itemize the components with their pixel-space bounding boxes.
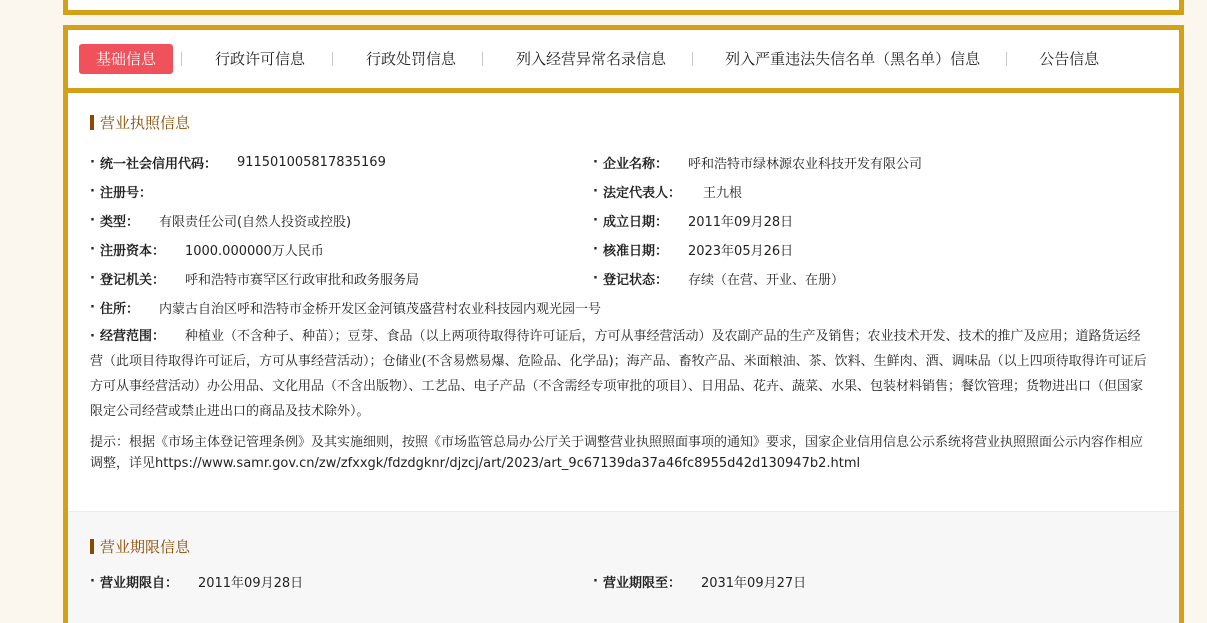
tab-separator (1006, 52, 1007, 66)
field-capital: · 注册资本： 1000.000000万人民币 (90, 242, 324, 259)
field-period-to: · 营业期限至： 2031年09月27日 (593, 574, 807, 591)
period-section (68, 511, 1179, 623)
field-legal-rep: · 法定代表人： 王九根 (593, 184, 742, 201)
tab-separator (692, 52, 693, 66)
title-bar-icon (90, 115, 94, 130)
tab-basic-info[interactable]: 基础信息 (79, 44, 173, 74)
period-to-value: 2031年09月27日 (700, 576, 807, 591)
type-value: 有限责任公司(自然人投资或控股) (158, 215, 352, 230)
field-approve-date: · 核准日期： 2023年05月26日 (593, 242, 794, 259)
field-found-date: · 成立日期： 2011年09月28日 (593, 213, 794, 230)
field-reg-no: · 注册号： (90, 184, 152, 201)
tab-admin-penalty[interactable]: 行政处罚信息 (366, 50, 457, 68)
company-name-value: 呼和浩特市绿林源农业科技开发有限公司 (687, 157, 922, 172)
field-company-name: · 企业名称： 呼和浩特市绿林源农业科技开发有限公司 (593, 155, 922, 172)
tab-announcement[interactable]: 公告信息 (1039, 50, 1100, 68)
address-value: 内蒙古自治区呼和浩特市金桥开发区金河镇茂盛营村农业科技园内观光园一号 (158, 302, 601, 317)
license-section-title: 营业执照信息 (90, 112, 190, 133)
authority-value: 呼和浩特市赛罕区行政审批和政务服务局 (184, 273, 419, 288)
field-type: · 类型： 有限责任公司(自然人投资或控股) (90, 213, 352, 230)
tab-bar (68, 30, 1179, 93)
tab-admin-license[interactable]: 行政许可信息 (215, 50, 306, 68)
notice-text: 提示：根据《市场主体登记管理条例》及其实施细则，按照《市场监管总局办公厅关于调整营业执照照面事项的通知》要求，国家企业信用信息公示系统将营业执照照面公示内容作相应调整，详见https://www.samr.gov.cn/zw/zfxxgk/fdzdgknr/djzcj/art/2023/art_9c67139da37a46fc8955d42d130947b2.html (90, 435, 1144, 471)
found-date-value: 2011年09月28日 (687, 215, 794, 230)
tab-blacklist[interactable]: 列入严重违法失信名单（黑名单）信息 (725, 50, 981, 68)
business-scope-value: 种植业（不含种子、种苗）；豆芽、食品（以上两项待取得待许可证后，方可从事经营活动）及农副产品的生产及销售；农业技术开发、技术的推广及应用；道路货运经营（此项目待取得许可证后，方可从事经营活动）；仓储业(不含易燃易爆、危险品、化学品)；海产品、畜牧产品、米面粮油、茶、饮料、生鲜肉、酒、调味品（以上四项待取得许可证后方可从事经营活动）办公用品、文化用品（不含出版物）、工艺品、电子产品（不含需经专项审批的项目）、日用品、花卉、蔬菜、水果、包装材料销售；餐饮管理；货物进出口（但国家限定公司经营或禁止进出口的商品及技术除外）。 (90, 329, 1147, 419)
field-address: · 住所： 内蒙古自治区呼和浩特市金桥开发区金河镇茂盛营村农业科技园内观光园一号 (90, 300, 601, 317)
field-authority: · 登记机关： 呼和浩特市赛罕区行政审批和政务服务局 (90, 271, 419, 288)
tab-separator (332, 52, 333, 66)
field-business-scope: · 经营范围： 种植业（不含种子、种苗）；豆芽、食品（以上两项待取得待许可证后，方可从事经营活动）及农副产品的生产及销售；农业技术开发、技术的推广及应用；道路货运经营（此项目待取得许可证后，方可从事经营活动）；仓储业(不含易燃易爆、危险品、化学品)；海产品、畜牧产品、米面粮油、茶、饮料、生鲜肉、酒、调味品（以上四项待取得许可证后方可从事经营活动）办公用品、文化用品（不含出版物）、工艺品、电子产品（不含需经专项审批的项目）、日用品、花卉、蔬菜、水果、包装材料销售；餐饮管理；货物进出口（但国家限定公司经营或禁止进出口的商品及技术除外）。 (90, 329, 1147, 419)
period-section-title: 营业期限信息 (90, 536, 190, 557)
legal-rep-value: 王九根 (702, 186, 742, 201)
tab-abnormal-list[interactable]: 列入经营异常名录信息 (516, 50, 667, 68)
tab-separator (181, 52, 182, 66)
approve-date-value: 2023年05月26日 (687, 244, 794, 259)
period-from-value: 2011年09月28日 (197, 576, 304, 591)
field-credit-code: · 统一社会信用代码： 911501005817835169 (90, 155, 386, 172)
title-bar-icon (90, 539, 94, 554)
field-period-from: · 营业期限自： 2011年09月28日 (90, 574, 304, 591)
field-status: · 登记状态： 存续（在营、开业、在册） (593, 271, 844, 288)
status-value: 存续（在营、开业、在册） (687, 273, 844, 288)
capital-value: 1000.000000万人民币 (184, 244, 324, 259)
credit-code-value: 911501005817835169 (236, 155, 386, 170)
top-frame (63, 0, 1184, 15)
tab-separator (482, 52, 483, 66)
